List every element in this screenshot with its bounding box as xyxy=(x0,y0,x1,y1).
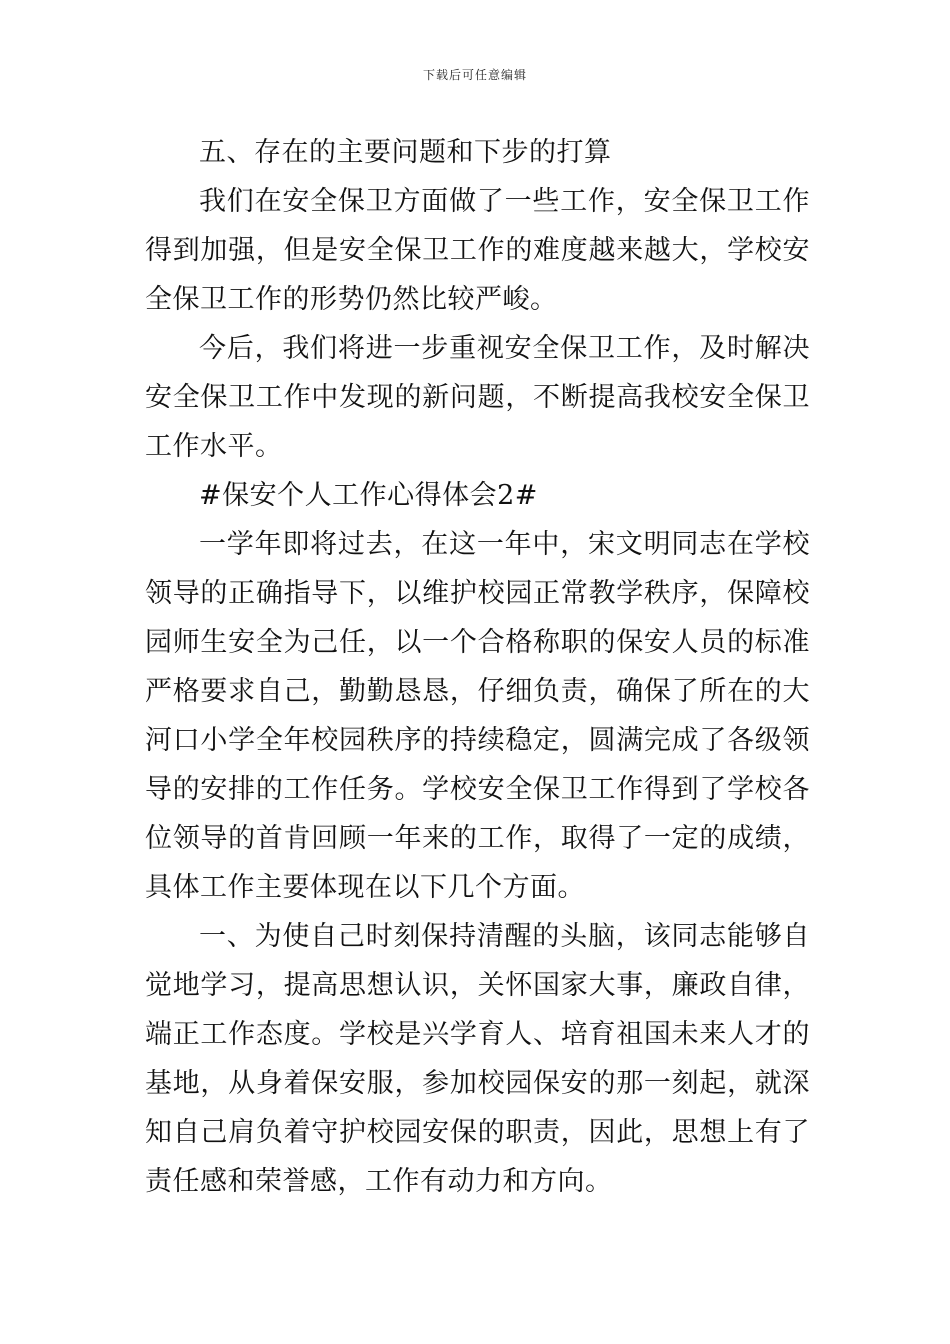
paragraph-year-summary: 一学年即将过去，在这一年中，宋文明同志在学校领导的正确指导下，以维护校园正常教学秩序，保障校园师生安全为己任，以一个合格称职的保安人员的标准严格要求自己，勤勤恳恳，仔细负责，确保了所在的大河口小学全年校园秩序的持续稳定，圆满完成了各级领导的安排的工作任务。学校安全保卫工作得到了学校各位领导的首肯回顾一年来的工作，取得了一定的成绩，具体工作主要体现在以下几个方面。 xyxy=(145,529,810,903)
paragraph-security-work: 我们在安全保卫方面做了一些工作，安全保卫工作得到加强，但是安全保卫工作的难度越来越大，学校安全保卫工作的形势仍然比较严峻。 xyxy=(145,186,810,315)
article-title-2: #保安个人工作心得体会2# xyxy=(199,480,538,511)
section-heading-problems: 五、存在的主要问题和下步的打算 xyxy=(199,137,612,168)
paragraph-point-one: 一、为使自己时刻保持清醒的头脑，该同志能够自觉地学习，提高思想认识，关怀国家大事，廉政自律，端正工作态度。学校是兴学育人、培育祖国未来人才的基地，从身着保安服，参加校园保安的那一刻起，就深知自己肩负着守护校园安保的职责，因此，思想上有了责任感和荣誉感，工作有动力和方向。 xyxy=(145,921,810,1197)
document-body xyxy=(145,128,810,1206)
header-note: 下载后可任意编辑 xyxy=(422,68,527,82)
paragraph-future-plan: 今后，我们将进一步重视安全保卫工作，及时解决安全保卫工作中发现的新问题，不断提高我校安全保卫工作水平。 xyxy=(145,333,810,462)
